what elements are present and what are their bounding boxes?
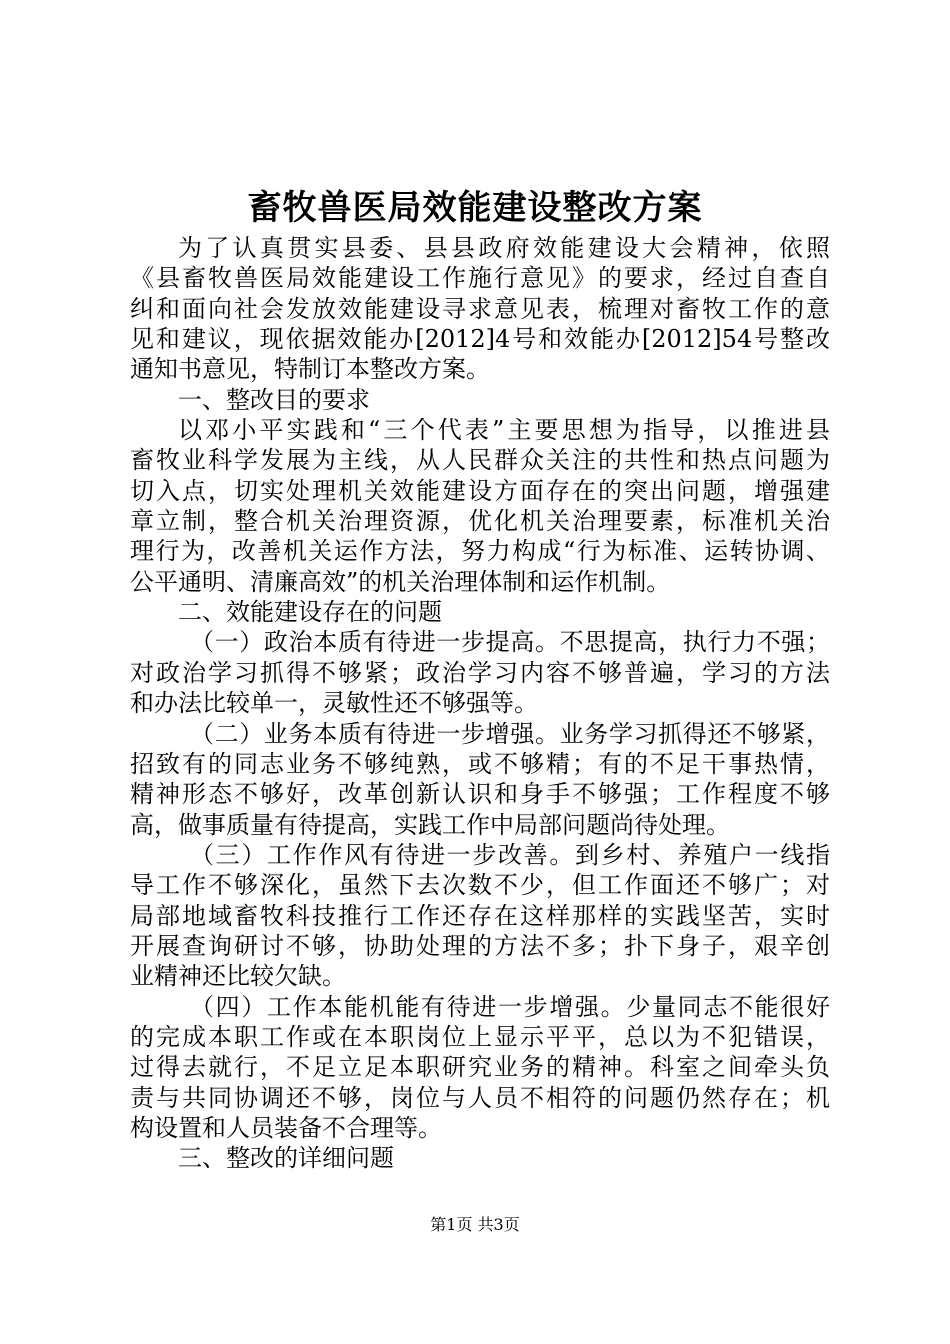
paragraph-line: 对政治学习抓得不够紧；政治学习内容不够普遍，学习的方法: [130, 658, 830, 687]
paragraph-line: 《县畜牧兽医局效能建设工作施行意见》的要求，经过自查自: [130, 264, 830, 293]
paragraph-line: 开展查询研讨不够，协助处理的方法不多；扑下身子，艰辛创: [130, 931, 830, 960]
paragraph-line: 招致有的同志业务不够纯熟，或不够精；有的不足干事热情，: [130, 749, 830, 778]
paragraph-line: 见和建议，现依据效能办[2012]4号和效能办[2012]54号整改: [130, 325, 830, 354]
paragraph-line: 通知书意见，特制订本整改方案。: [130, 355, 490, 384]
section-heading: 三、整改的详细问题: [178, 1144, 394, 1173]
paragraph-line: 责与共同协调还不够，岗位与人员不相符的问题仍然存在；机: [130, 1083, 830, 1112]
paragraph-line: 为了认真贯实县委、县县政府效能建设大会精神，依照: [178, 234, 830, 262]
paragraph-line: 构设置和人员装备不合理等。: [130, 1113, 442, 1142]
paragraph-line: 业精神还比较欠缺。: [130, 962, 346, 991]
paragraph-line: （二）业务本质有待进一步增强。业务学习抓得还不够紧，: [190, 719, 830, 748]
paragraph-line: 以邓小平实践和“三个代表”主要思想为指导，以推进县: [178, 416, 830, 445]
paragraph-line: 精神形态不够好，改革创新认识和身手不够强；工作程度不够: [130, 780, 830, 809]
page-number-footer: 第1页 共3页: [430, 1215, 520, 1234]
paragraph-line: 切入点，切实处理机关效能建设方面存在的突出问题，增强建: [130, 476, 830, 505]
paragraph-line: 章立制，整合机关治理资源，优化机关治理要素，标准机关治: [130, 507, 830, 536]
document-body: [130, 233, 830, 1174]
paragraph-line: （一）政治本质有待进一步提高。不思提高，执行力不强；: [190, 628, 830, 657]
paragraph-line: （三）工作作风有待进一步改善。到乡村、养殖户一线指: [190, 840, 830, 869]
paragraph-line: 和办法比较单一，灵敏性还不够强等。: [130, 689, 538, 718]
paragraph-line: 局部地域畜牧科技推行工作还存在这样那样的实践坚苦，实时: [130, 901, 830, 930]
paragraph-line: 畜牧业科学发展为主线，从人民群众关注的共性和热点问题为: [130, 446, 830, 475]
paragraph-line: 的完成本职工作或在本职岗位上显示平平，总以为不犯错误，: [130, 1022, 830, 1051]
paragraph-line: 导工作不够深化，虽然下去次数不少，但工作面还不够广；对: [130, 871, 830, 900]
paragraph-line: 过得去就行，不足立足本职研究业务的精神。科室之间牵头负: [130, 1053, 830, 1082]
paragraph-line: 理行为，改善机关运作方法，努力构成“行为标准、运转协调、: [130, 537, 830, 566]
section-heading: 一、整改目的要求: [178, 385, 370, 414]
document-title: 畜牧兽医局效能建设整改方案: [247, 188, 703, 228]
paragraph-line: 公平通明、清廉高效”的机关治理体制和运作机制。: [130, 567, 671, 596]
section-heading: 二、效能建设存在的问题: [178, 598, 442, 627]
paragraph-line: （四）工作本能机能有待进一步增强。少量同志不能很好: [190, 992, 830, 1021]
paragraph-line: 高，做事质量有待提高，实践工作中局部问题尚待处理。: [130, 810, 730, 839]
paragraph-line: 纠和面向社会发放效能建设寻求意见表，梳理对畜牧工作的意: [130, 294, 830, 323]
